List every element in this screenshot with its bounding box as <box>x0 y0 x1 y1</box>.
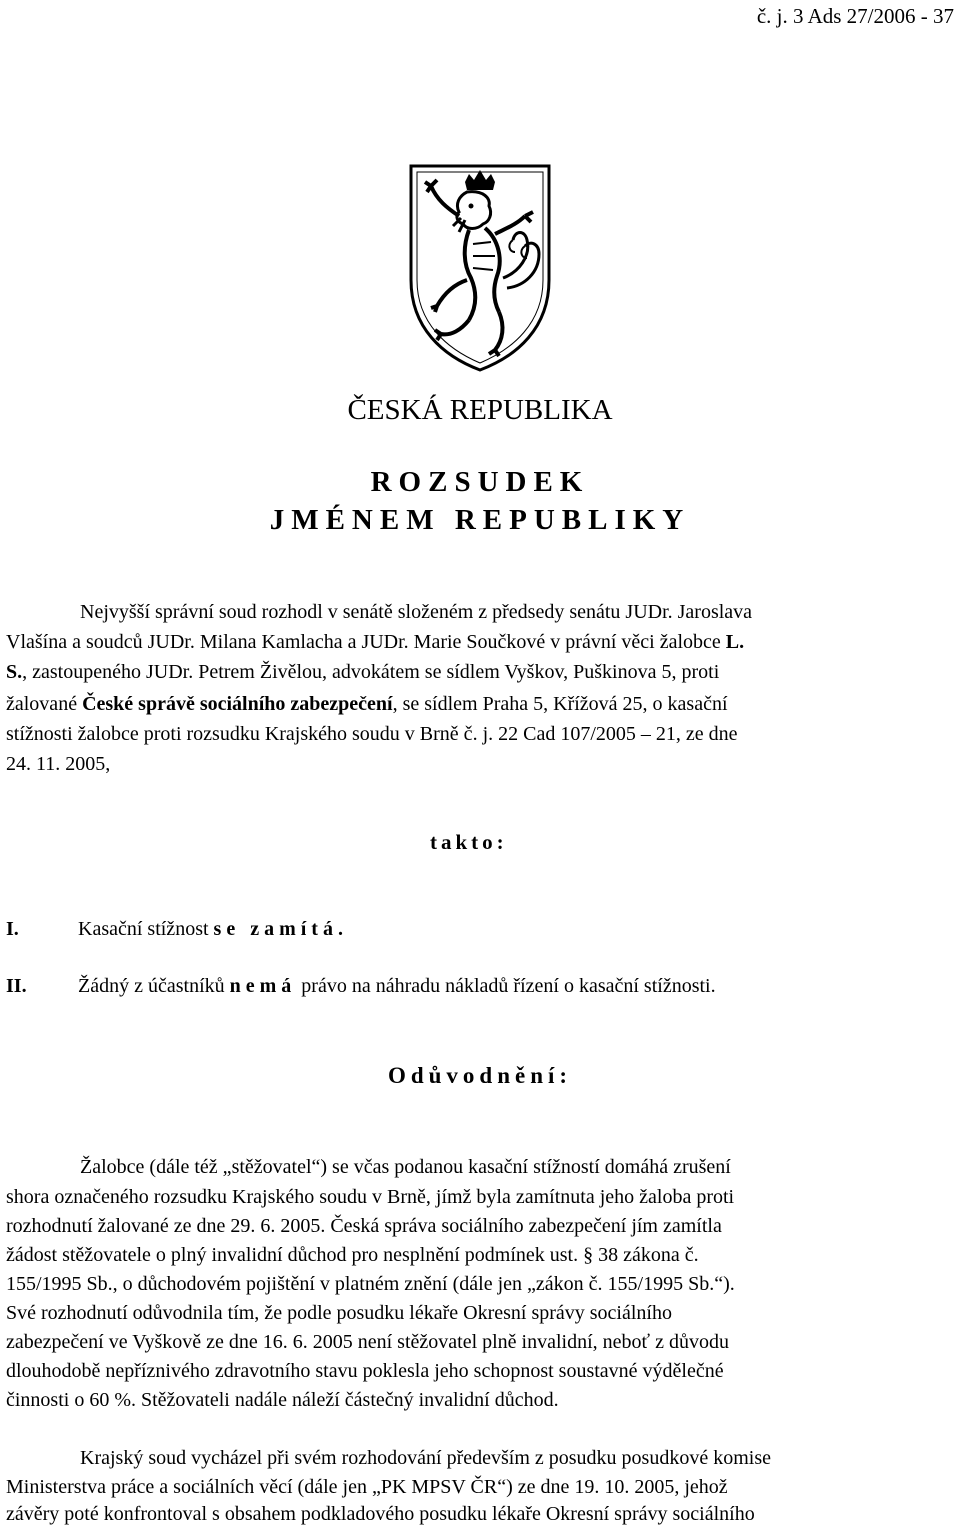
intro-line-3 <box>6 658 954 686</box>
decision-item-1-end: . <box>337 918 348 940</box>
republic-heading: ČESKÁ REPUBLIKA <box>347 394 613 426</box>
reasoning-p1-line-5: 155/1995 Sb., o důchodovém pojištění v platném znění (dále jen „zákon č. 155/1995 Sb.“). <box>6 1273 735 1295</box>
intro-line-4-text: , se sídlem Praha 5, Křížová 25, o kasační <box>392 693 728 715</box>
intro-line-6: 24. 11. 2005, <box>6 753 111 775</box>
reasoning-p1-line-9: činnosti o 60 %. Stěžovateli nadále náleží částečný invalidní důchod. <box>6 1389 559 1411</box>
reasoning-p1-line-7: zabezpečení ve Vyškově ze dne 16. 6. 2005 není stěžovatel plně invalidní, neboť z důvodu <box>6 1331 729 1353</box>
intro-line-3-text: , zastoupeného JUDr. Petrem Živělou, advokátem se sídlem Vyškov, Puškinova 5, proti <box>22 661 720 683</box>
intro-line-4 <box>6 690 954 718</box>
reasoning-p1-line-4: žádost stěžovatele o plný invalidní důchod pro nesplnění podmínek ust. § 38 zákona č. <box>6 1244 699 1266</box>
reasoning-p1-line-8: dlouhodobě nepříznivého zdravotního stavu poklesla jeho schopnost soustavné výdělečné <box>6 1360 724 1382</box>
decision-item-1 <box>6 918 348 941</box>
decision-item-1-emphasis: se zamítá <box>213 918 338 940</box>
reasoning-p1-line-3: rozhodnutí žalované ze dne 29. 6. 2005. Česká správa sociálního zabezpečení jím zamítla <box>6 1215 722 1237</box>
intro-line-5: stížnosti žalobce proti rozsudku Krajského soudu v Brně č. j. 22 Cad 107/2005 – 21, ze dne <box>6 723 738 745</box>
reasoning-p1-line-2: shora označeného rozsudku Krajského soudu v Brně, jímž byla zamítnuta jeho žaloba proti <box>6 1186 735 1208</box>
reasoning-p1-line-6: Své rozhodnutí odůvodnila tím, že podle posudku lékaře Okresní správy sociálního <box>6 1302 672 1324</box>
reasoning-p2-line-3: závěry poté konfrontoval s obsahem podkladového posudku lékaře Okresní správy sociálního <box>6 1503 755 1525</box>
decision-item-2-emphasis: nemá <box>229 975 297 997</box>
decision-item-2 <box>6 975 716 998</box>
plaintiff-initial-second: S. <box>6 661 23 683</box>
reasoning-p2-line-2: Ministerstva práce a sociálních věcí (dále jen „PK MPSV ČR“) ze dne 19. 10. 2005, jehož <box>6 1476 728 1498</box>
case-number: č. j. 3 Ads 27/2006 - 37 <box>756 4 954 28</box>
defendant-name: České správě sociálního zabezpečení <box>82 693 393 715</box>
reasoning-p1-line-1: Žalobce (dále též „stěžovatel“) se včas podanou kasační stížností domáhá zrušení <box>80 1156 731 1178</box>
verdict-title: ROZSUDEK <box>370 466 590 498</box>
decision-heading: takto: <box>430 830 508 854</box>
defendant-label: žalované <box>6 693 78 715</box>
coat-of-arms-icon <box>407 160 553 374</box>
decision-item-1-text: Kasační stížnost <box>78 918 214 940</box>
intro-line-2-text: Vlašína a soudců JUDr. Milana Kamlacha a JUDr. Marie Součkové v právní věci žalobce <box>6 631 721 653</box>
reasoning-p2-line-1: Krajský soud vycházel při svém rozhodování především z posudku posudkové komise <box>80 1447 771 1469</box>
intro-line-1: Nejvyšší správní soud rozhodl v senátě složeném z předsedy senátu JUDr. Jaroslava <box>80 601 753 623</box>
intro-line-2 <box>6 628 954 656</box>
decision-item-2-text: Žádný z účastníků <box>78 975 230 997</box>
decision-item-1-number: I. <box>6 918 19 940</box>
plaintiff-initial-first: L. <box>725 631 745 653</box>
decision-item-2-end: právo na náhradu nákladů řízení o kasační stížnosti. <box>296 975 716 997</box>
reasoning-heading: Odůvodnění: <box>387 1063 573 1088</box>
decision-item-2-number: II. <box>6 975 27 997</box>
verdict-subtitle: JMÉNEM REPUBLIKY <box>269 504 691 536</box>
